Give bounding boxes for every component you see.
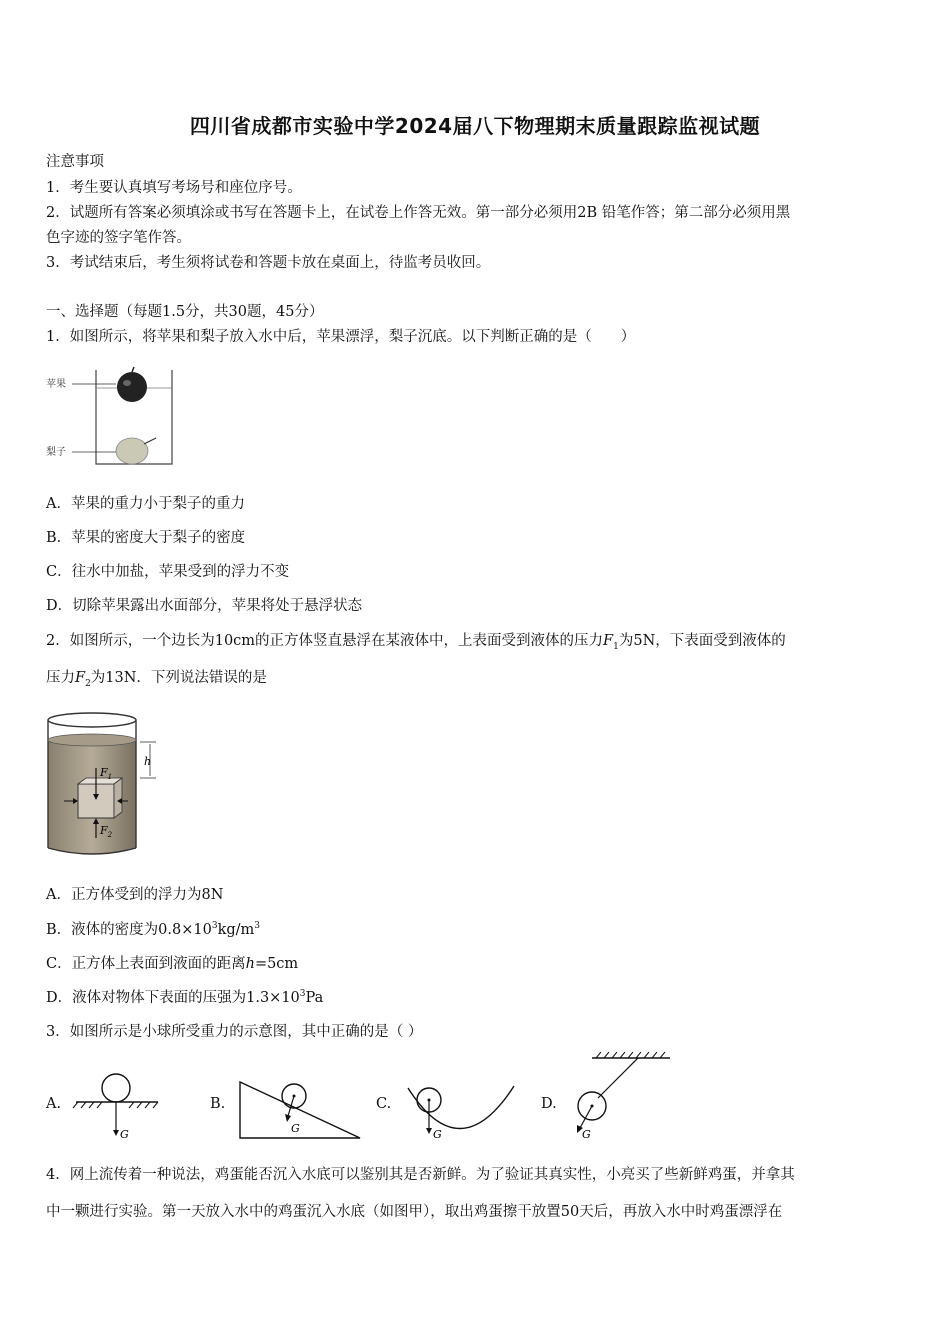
notice-item-2: 2．试题所有答案必须填涂或书写在答题卡上，在试卷上作答无效。第一部分必须用2B 铅笔作答；第二部分必须用黑	[46, 205, 791, 221]
svg-text:G: G	[120, 1128, 129, 1141]
q1-figure	[44, 362, 184, 472]
q2-figure	[44, 708, 164, 863]
liquid-surface	[48, 734, 136, 746]
q2-option-d: D．液体对物体下表面的压强为$1.3\times 10^3Pa$	[46, 989, 324, 1006]
q1-stem: 1．如图所示，将苹果和梨子放入水中后，苹果漂浮，梨子沉底。以下判断正确的是（ ）	[46, 329, 636, 345]
apple-label: 苹果	[46, 379, 66, 390]
q2-option-c: C．正方体上表面到液面的距离h=5cm	[46, 956, 299, 972]
apple-icon	[117, 372, 147, 402]
page-title: 四川省成都市实验中学2024届八下物理期末质量跟踪监视试题	[189, 114, 761, 138]
q2-option-b: B．液体的密度为$0.8\times 10^3kg/m^3$	[46, 921, 260, 938]
pear-label: 梨子	[46, 447, 66, 458]
pear-icon	[116, 438, 148, 464]
notice-item-3: 3．考试结束后，考生须将试卷和答题卡放在桌面上，待监考员收回。	[46, 255, 491, 271]
svg-text:G: G	[433, 1128, 442, 1141]
notice-heading: 注意事项	[46, 154, 104, 170]
q3-label-a: A.	[46, 1096, 62, 1112]
q1-option-d: D．切除苹果露出水面部分，苹果将处于悬浮状态	[46, 598, 363, 614]
section-heading: 一、选择题（每题1.5分，共30题，45分）	[46, 304, 324, 320]
svg-text:G: G	[291, 1122, 300, 1135]
q3-figure-d	[566, 1050, 676, 1145]
q3-figure-b	[236, 1072, 366, 1142]
q3-stem: 3．如图所示是小球所受重力的示意图，其中正确的是（ ）	[46, 1024, 423, 1040]
q3-label-c: C.	[376, 1096, 392, 1112]
q2-stem-line1: 2．如图所示，一个边长为10cm的正方体竖直悬浮在某液体中，上表面受到液体的压力$F_1$为5N，下表面受到液体的	[46, 633, 786, 652]
q3-label-b: B.	[210, 1096, 226, 1112]
h-label: h	[144, 755, 152, 768]
q1-option-b: B．苹果的密度大于梨子的密度	[46, 530, 246, 546]
q4-stem-line1: 4．网上流传着一种说法，鸡蛋能否沉入水底可以鉴别其是否新鲜。为了验证其真实性，小亮买了些新鲜鸡蛋，并拿其	[46, 1167, 795, 1183]
q3-figure-a	[72, 1066, 162, 1146]
container-top	[48, 713, 136, 727]
q1-option-a: A．苹果的重力小于梨子的重力	[46, 496, 245, 512]
q2-option-a: A．正方体受到的浮力为8N	[46, 887, 224, 903]
notice-item-2-cont: 色字迹的签字笔作答。	[46, 230, 191, 246]
q3-label-d: D.	[541, 1096, 557, 1112]
f2-label: $F_2$	[100, 824, 113, 839]
q4-stem-line2: 中一颗进行实验。第一天放入水中的鸡蛋沉入水底（如图甲），取出鸡蛋擦干放置50天后，再放入水中时鸡蛋漂浮在	[46, 1204, 783, 1220]
q1-option-c: C．往水中加盐，苹果受到的浮力不变	[46, 564, 290, 580]
q3-figure-c	[402, 1080, 522, 1150]
svg-text:G: G	[582, 1128, 591, 1141]
q2-stem-line2: 压力$F_2$为13N．下列说法错误的是	[46, 670, 267, 689]
f1-label: $F_1$	[100, 766, 113, 781]
notice-item-1: 1．考生要认真填写考场号和座位序号。	[46, 180, 302, 196]
